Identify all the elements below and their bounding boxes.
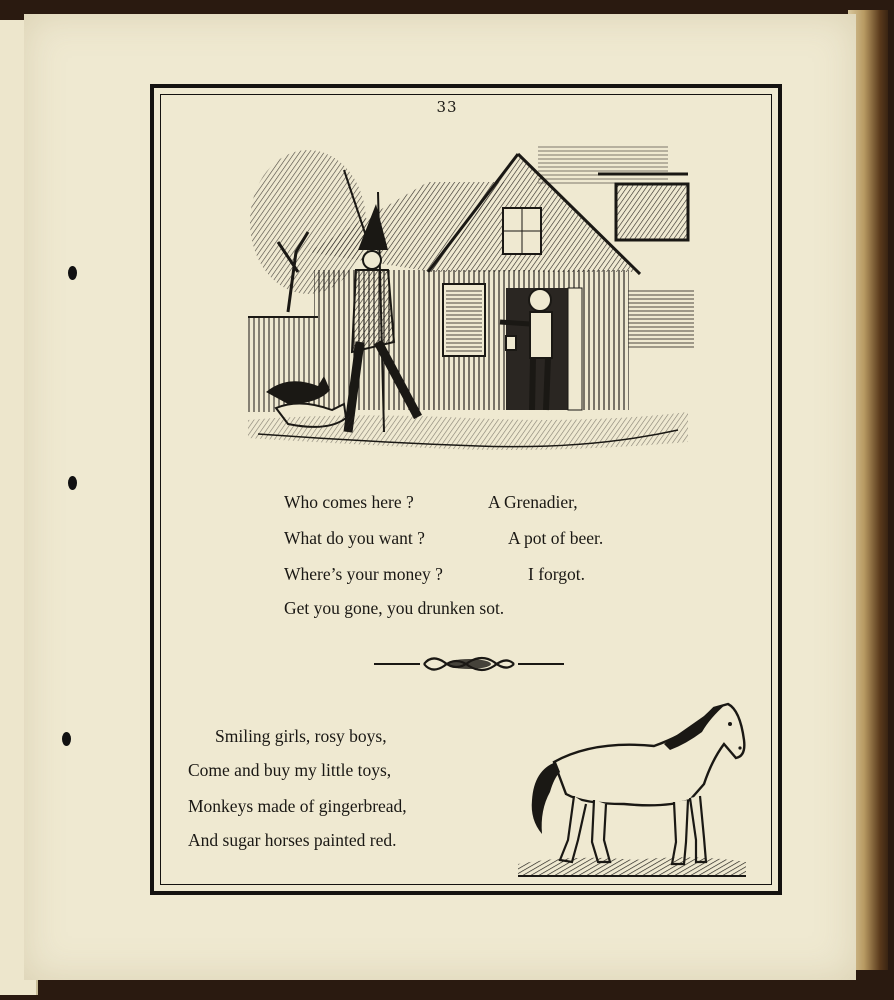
rhyme-two-line: And sugar horses painted red.	[188, 830, 397, 850]
rhyme-one-question: What do you want ?	[284, 528, 425, 548]
binding-hole	[68, 266, 77, 280]
grenadier-tavern-illustration	[248, 142, 698, 462]
ornamental-divider	[372, 652, 566, 676]
rhyme-one-line	[284, 598, 504, 619]
binding-hole	[68, 476, 77, 490]
horse-illustration	[514, 700, 750, 882]
page-number: 33	[436, 98, 458, 116]
rhyme-one-question: Get you gone, you drunken sot.	[284, 598, 505, 618]
rhyme-one-answer: I forgot.	[528, 564, 586, 584]
rhyme-one-question: Who comes here ?	[284, 492, 414, 512]
binding-hole	[62, 732, 71, 746]
rhyme-two-line: Monkeys made of gingerbread,	[188, 796, 407, 816]
rhyme-one-line	[284, 492, 578, 513]
rhyme-one-answer: A Grenadier,	[488, 492, 578, 512]
rhyme-one-line	[284, 528, 603, 549]
rhyme-one-answer: A pot of beer.	[508, 528, 604, 548]
rhyme-one-line	[284, 564, 585, 585]
rhyme-two-line: Smiling girls, rosy boys,	[215, 726, 387, 746]
rhyme-two-line: Come and buy my little toys,	[188, 760, 392, 780]
rhyme-one-question: Where’s your money ?	[284, 564, 443, 584]
